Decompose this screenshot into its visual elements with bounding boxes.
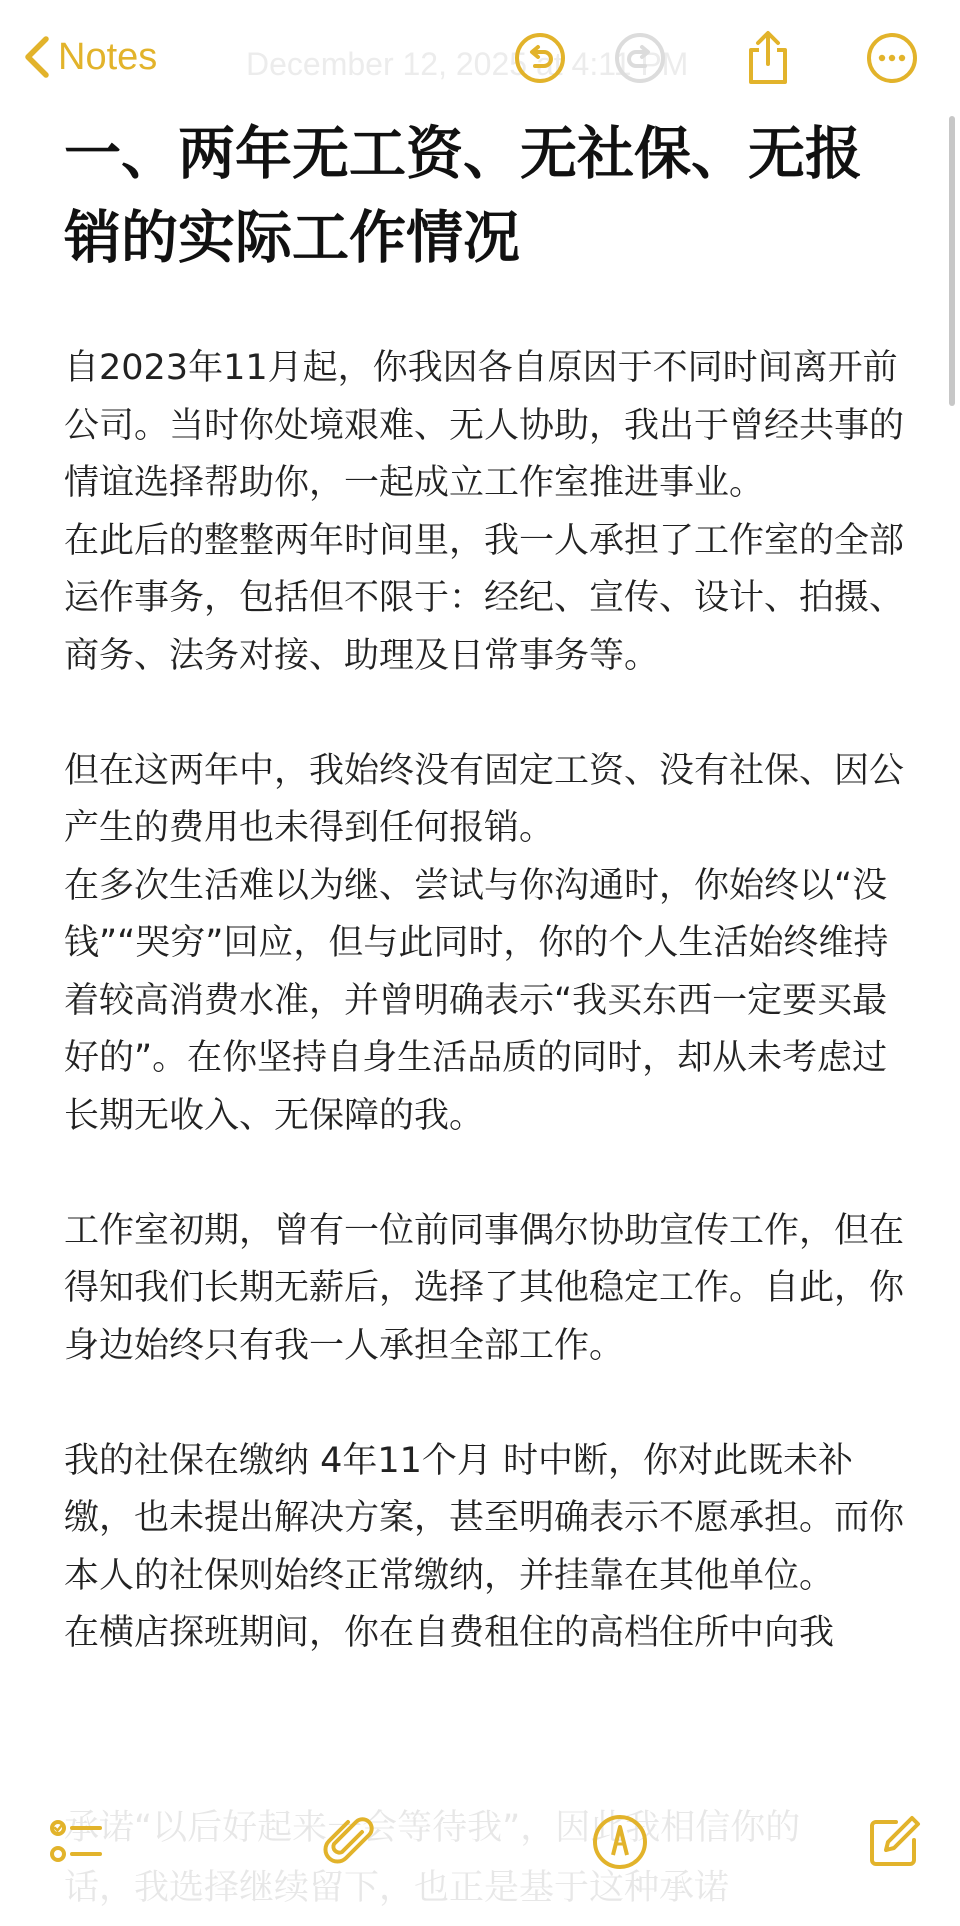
paragraph-6: 我的社保在缴纳 4年11个月 时中断，你对此既未补缴，也未提出解决方案，甚至明确表示不愿承担。而你本人的社保则始终正常缴纳，并挂靠在其他单位。 xyxy=(64,1440,905,1596)
checklist-icon xyxy=(48,1814,104,1870)
note-date: December 12, 2025 at 4:11 PM xyxy=(246,46,689,82)
markup-button[interactable] xyxy=(588,1810,652,1874)
more-icon xyxy=(866,32,918,84)
paragraph-4: 在多次生活难以为继、尝试与你沟通时，你始终以“没钱”“哭穷”回应，但与此同时，你的个人生活始终维持着较高消费水准，并曾明确表示“我买东西一定要买最好的”。在你坚持自身生活品质的同时，却从未考虑过长期无收入、无保障的我。 xyxy=(64,865,889,1136)
blank-line xyxy=(64,1375,914,1433)
markup-pen-icon xyxy=(591,1813,649,1871)
note-content[interactable] xyxy=(64,112,914,1663)
attach-button[interactable] xyxy=(318,1810,382,1874)
redo-icon xyxy=(614,32,666,84)
undo-button[interactable] xyxy=(512,30,568,86)
compose-icon xyxy=(866,1814,922,1870)
compose-button[interactable] xyxy=(862,1810,926,1874)
navigation-bar xyxy=(0,0,960,116)
back-button-label: Notes xyxy=(58,36,158,78)
blank-line xyxy=(64,1145,914,1203)
paperclip-icon xyxy=(322,1814,378,1870)
blank-line xyxy=(64,685,914,743)
paragraph-5: 工作室初期，曾有一位前同事偶尔协助宣传工作，但在得知我们长期无薪后，选择了其他稳定工作。自此，你身边始终只有我一人承担全部工作。 xyxy=(64,1210,905,1366)
share-button[interactable] xyxy=(740,30,796,86)
paragraph-2: 在此后的整整两年时间里，我一人承担了工作室的全部运作事务，包括但不限于：经纪、宣传、设计、拍摄、商务、法务对接、助理及日常事务等。 xyxy=(64,520,905,676)
paragraph-1: 自2023年11月起，你我因各自原因于不同时间离开前公司。当时你处境艰难、无人协助，我出于曾经共事的情谊选择帮助你，一起成立工作室推进事业。 xyxy=(64,348,905,503)
note-title[interactable]: 一、两年无工资、无社保、无报销的实际工作情况 xyxy=(64,121,862,271)
paragraph-3: 但在这两年中，我始终没有固定工资、没有社保、因公产生的费用也未得到任何报销。 xyxy=(64,750,905,848)
bottom-toolbar xyxy=(0,1786,960,1926)
scroll-indicator[interactable] xyxy=(949,116,955,406)
redo-button[interactable] xyxy=(612,30,668,86)
share-icon xyxy=(745,30,791,86)
undo-icon xyxy=(514,32,566,84)
more-button[interactable] xyxy=(864,30,920,86)
back-button[interactable] xyxy=(22,30,157,84)
checklist-button[interactable] xyxy=(44,1810,108,1874)
chevron-left-icon xyxy=(22,33,52,81)
note-body[interactable] xyxy=(64,340,914,1663)
paragraph-7: 在横店探班期间，你在自费租住的高档住所中向我 xyxy=(64,1613,835,1653)
